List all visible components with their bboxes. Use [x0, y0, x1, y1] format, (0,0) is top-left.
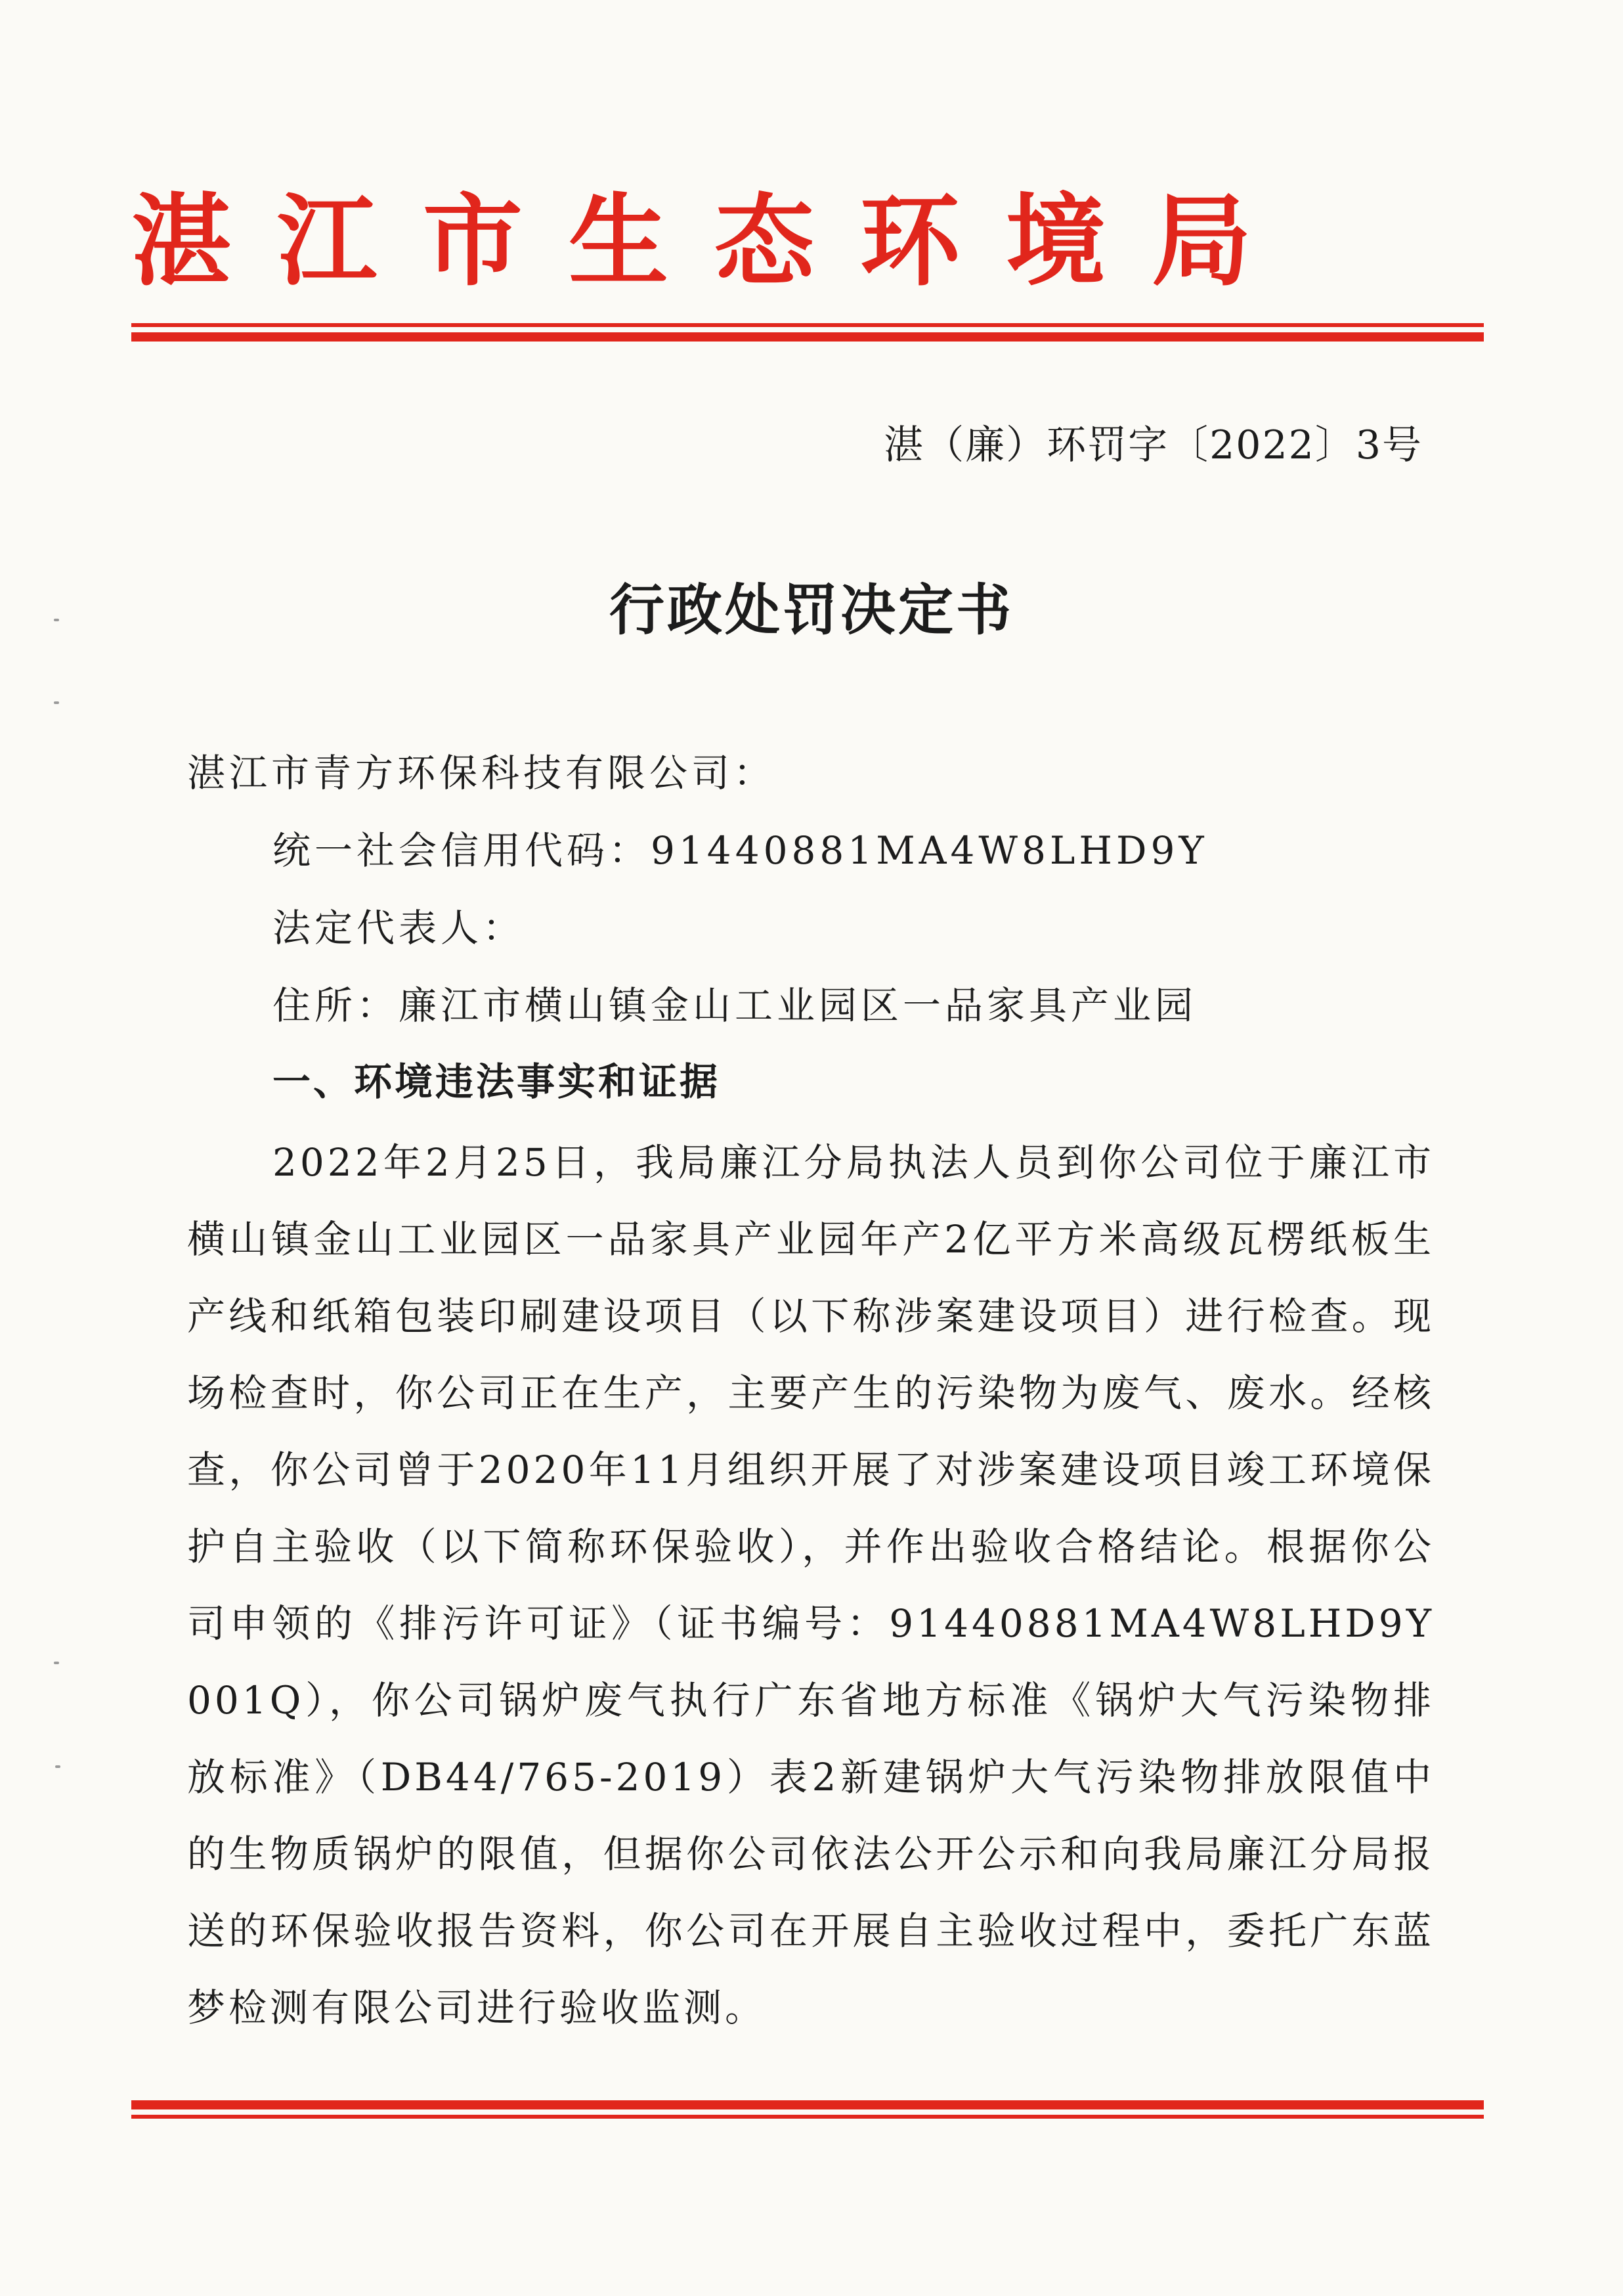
addressee: 湛江市青方环保科技有限公司：: [187, 751, 776, 795]
address-line: 住所：廉江市横山镇金山工业园区一品家具产业园: [272, 983, 1198, 1028]
document-title: 行政处罚决定书: [609, 577, 1014, 642]
body-paragraph: 2022年2月25日，我局廉江分局执法人员到你公司位于廉江市横山镇金山工业园区一品家具产业园年产2亿平方米高级瓦楞纸板生产线和纸箱包装印刷建设项目（以下称涉案建设项目）进行检查。现场检查时，你公司正在生产，主要产生的污染物为废气、废水。经核查，你公司曾于2020年11月组织开展了对涉案建设项目竣工环境保护自主验收（以下简称环保验收），并作出验收合格结论。根据你公司申领的《排污许可证》（证书编号：91440881MA4W8LHD9Y001Q），你公司锅炉废气执行广东省地方标准《锅炉大气污染物排放标准》（DB44/765-2019）表2新建锅炉大气污染物排放限值中的生物质锅炉的限值，但据你公司依法公开公示和向我局廉江分局报送的环保验收报告资料，你公司在开展自主验收过程中，委托广东蓝梦检测有限公司进行验收监测。: [187, 1140, 1435, 2030]
scan-speck: [54, 1662, 59, 1664]
agency-name-header: 湛江市生态环境局: [131, 183, 1297, 299]
document-number: 湛（廉）环罚字〔2022〕3号: [884, 422, 1423, 468]
header-rule-thick-line: [131, 332, 1484, 342]
footer-red-rule: [131, 2100, 1484, 2119]
legal-representative-line: 法定代表人：: [272, 906, 525, 950]
footer-rule-thin-line: [131, 2115, 1484, 2119]
header-red-rule: [131, 323, 1484, 342]
scan-speck: [54, 619, 59, 621]
scan-speck: [55, 1765, 60, 1768]
footer-rule-thick-line: [131, 2100, 1484, 2109]
credit-code-line: 统一社会信用代码：91440881MA4W8LHD9Y: [272, 828, 1208, 873]
section-heading: 一、环境违法事实和证据: [272, 1059, 721, 1104]
scan-speck: [54, 701, 59, 704]
